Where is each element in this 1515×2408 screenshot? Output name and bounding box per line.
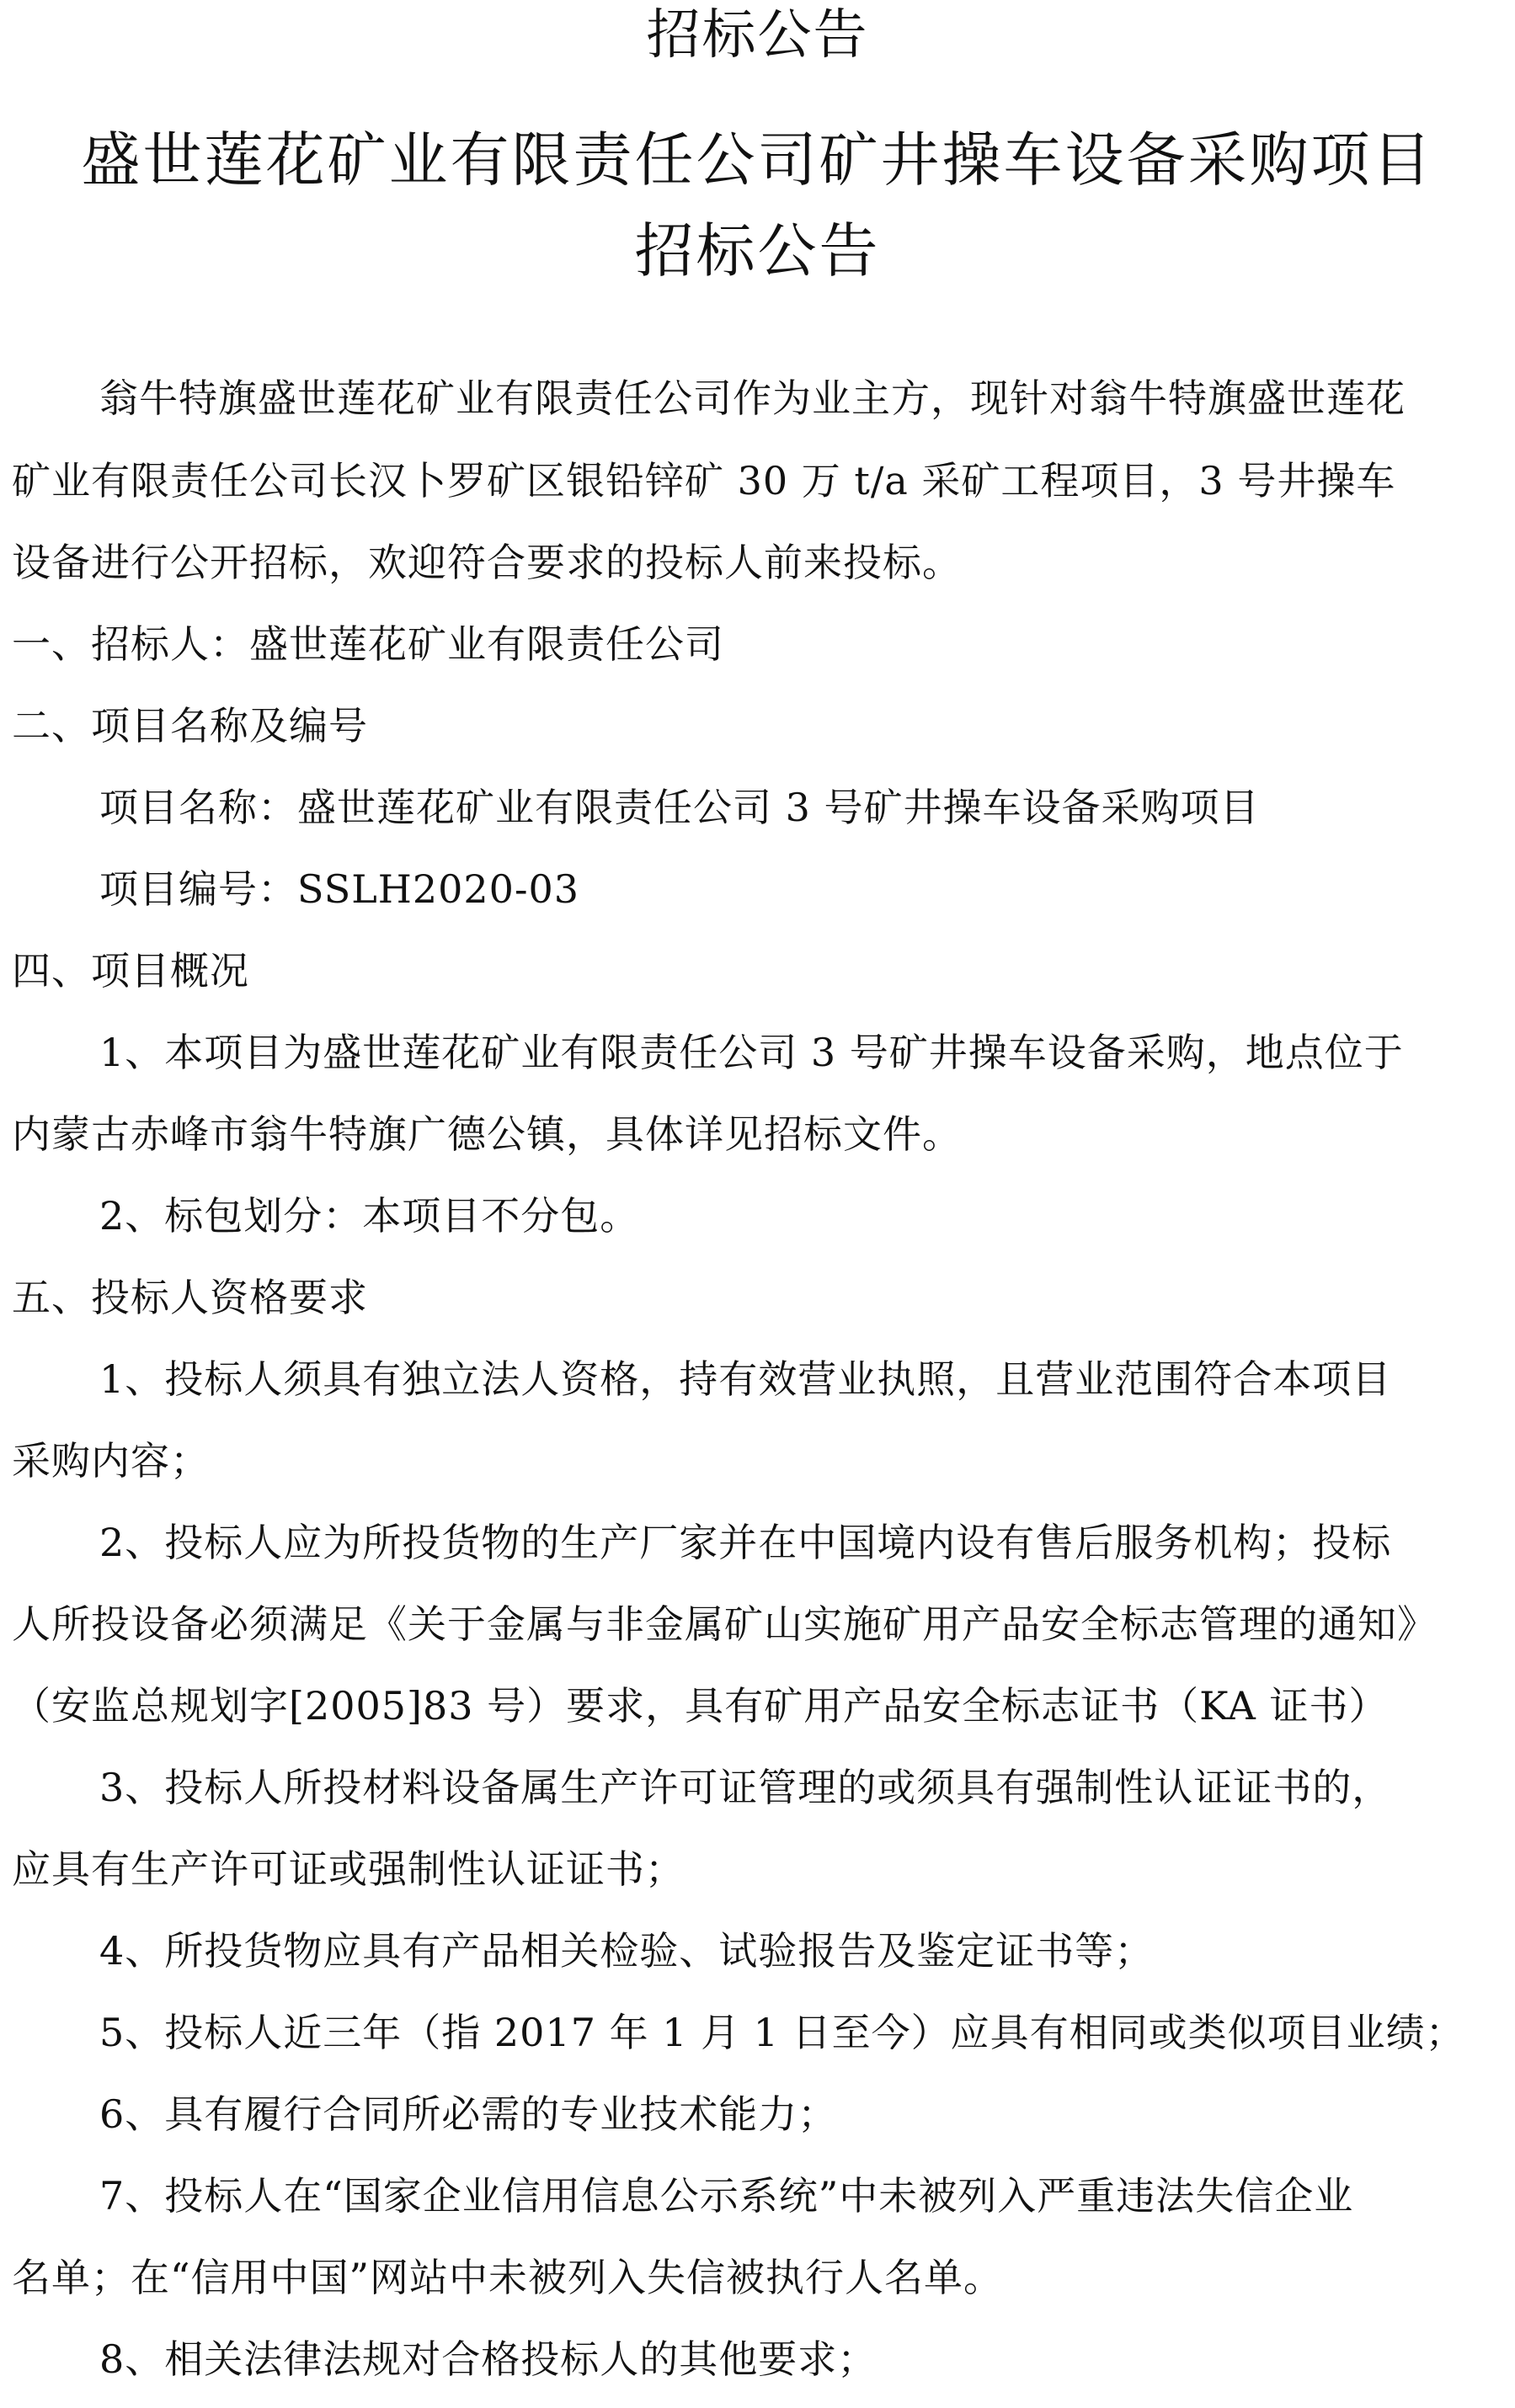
intro-paragraph-line-3: 设备进行公开招标，欢迎符合要求的投标人前来投标。 — [12, 540, 962, 585]
project-name: 项目名称：盛世莲花矿业有限责任公司 3 号矿井操车设备采购项目 — [99, 785, 1260, 830]
qualification-item-2-line-1: 2、投标人应为所投货物的生产厂家并在中国境内设有售后服务机构；投标 — [99, 1520, 1392, 1565]
overview-item-2: 2、标包划分：本项目不分包。 — [99, 1193, 640, 1239]
intro-paragraph-line-2: 矿业有限责任公司长汉卜罗矿区银铅锌矿 30 万 t/a 采矿工程项目，3 号井操车 — [12, 458, 1396, 503]
qualification-item-1-line-2: 采购内容； — [12, 1438, 210, 1484]
qualification-item-3-line-1: 3、投标人所投材料设备属生产许可证管理的或须具有强制性认证证书的， — [99, 1765, 1392, 1810]
qualification-item-2-line-2: 人所投设备必须满足《关于金属与非金属矿山实施矿用产品安全标志管理的通知》 — [12, 1601, 1437, 1647]
qualification-item-8: 8、相关法律法规对合格投标人的其他要求； — [99, 2336, 878, 2382]
qualification-item-7-line-1: 7、投标人在“国家企业信用信息公示系统”中未被列入严重违法失信企业 — [99, 2173, 1354, 2219]
qualification-item-4: 4、所投货物应具有产品相关检验、试验报告及鉴定证书等； — [99, 1928, 1155, 1974]
section-qualification-heading: 五、投标人资格要求 — [12, 1275, 368, 1320]
section-tenderer: 一、招标人：盛世莲花矿业有限责任公司 — [12, 621, 724, 667]
section-project-name-heading: 二、项目名称及编号 — [12, 703, 368, 749]
document-title-line-2: 招标公告 — [634, 216, 881, 285]
qualification-item-6: 6、具有履行合同所必需的专业技术能力； — [99, 2091, 838, 2137]
intro-paragraph-line-1: 翁牛特旗盛世莲花矿业有限责任公司作为业主方，现针对翁牛特旗盛世莲花 — [99, 376, 1406, 421]
overview-item-1-line-2: 内蒙古赤峰市翁牛特旗广德公镇，具体详见招标文件。 — [12, 1111, 962, 1157]
qualification-item-5: 5、投标人近三年（指 2017 年 1 月 1 日至今）应具有相同或类似项目业绩； — [99, 2010, 1465, 2055]
project-number: 项目编号：SSLH2020-03 — [99, 866, 580, 912]
document-title-line-1: 盛世莲花矿业有限责任公司矿井操车设备采购项目 — [81, 125, 1434, 194]
section-overview-heading: 四、项目概况 — [12, 948, 249, 994]
qualification-item-3-line-2: 应具有生产许可证或强制性认证证书； — [12, 1846, 685, 1892]
qualification-item-1-line-1: 1、投标人须具有独立法人资格，持有效营业执照，且营业范围符合本项目 — [99, 1356, 1392, 1402]
qualification-item-7-line-2: 名单；在“信用中国”网站中未被列入失信被执行人名单。 — [12, 2255, 1004, 2300]
page-header-title: 招标公告 — [646, 4, 869, 67]
qualification-item-2-line-3: （安监总规划字[2005]83 号）要求，具有矿用产品安全标志证书（KA 证书） — [12, 1683, 1389, 1729]
overview-item-1-line-1: 1、本项目为盛世莲花矿业有限责任公司 3 号矿井操车设备采购，地点位于 — [99, 1030, 1404, 1075]
